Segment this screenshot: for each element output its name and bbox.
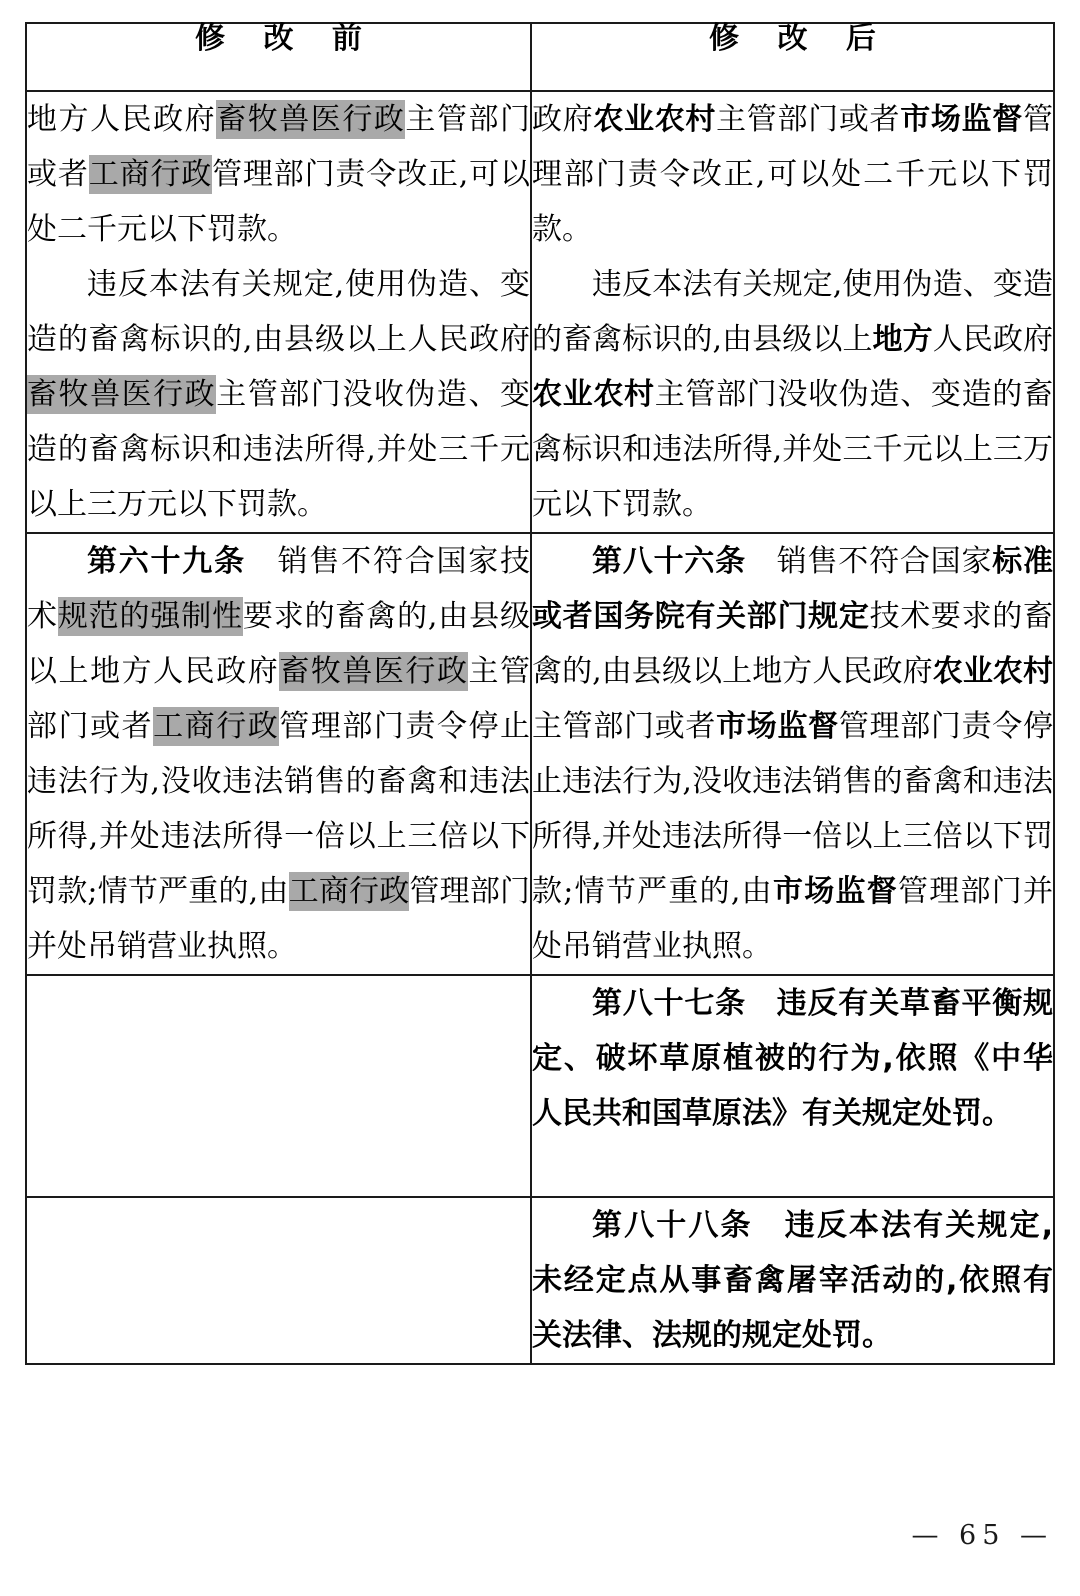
inserted-text-bold: 市场监督 [716, 709, 839, 744]
text-run: 主管部门或者 [27, 102, 531, 192]
table-row [26, 975, 1054, 1197]
cell-before [26, 975, 531, 1197]
table-row [26, 1197, 1054, 1364]
table-row [26, 533, 1054, 975]
header-label-before: 修 改 前 [195, 21, 376, 56]
paragraph [532, 92, 1053, 257]
text-run: 违反本法有关规定,使用伪造、变造的畜禽标识的,由县级以上人民政府 [27, 267, 530, 357]
cell-content [532, 92, 1053, 532]
inserted-text-bold: 市场监督 [772, 874, 898, 909]
text-run [246, 544, 278, 579]
cell-content [532, 534, 1053, 974]
text-run: 管理部门责令改正,可以处二千元以下罚款。 [27, 157, 531, 247]
inserted-text-bold: 标准或者国务院有关部门规定 [532, 544, 1054, 634]
article-number: 第八十七条 [592, 986, 746, 1021]
text-run [746, 544, 777, 579]
cell-content [27, 1198, 530, 1348]
text-run: 主管部门或者 [532, 709, 717, 744]
inserted-text-bold: 农业农村 [532, 377, 655, 412]
cell-after [531, 1197, 1054, 1364]
text-run: 地方人民政府 [27, 102, 217, 137]
cell-content [532, 1198, 1053, 1363]
text-run: 管理部门责令停止违法行为,没收违法销售的畜禽和违法所得,并处违法所得一倍以上三倍以下罚款;情节严重的,由 [532, 709, 1053, 909]
empty-cell-placeholder [27, 976, 530, 1196]
cell-before [26, 91, 531, 533]
cell-before [26, 533, 531, 975]
text-run: 人民政府 [932, 322, 1053, 357]
inserted-text-bold: 农业农村 [593, 102, 717, 137]
cell-content [27, 534, 530, 974]
inserted-text-bold: 农业农村 [932, 654, 1053, 689]
cell-content [27, 92, 530, 532]
inserted-text-bold: 地方 [872, 322, 933, 357]
paragraph [27, 534, 530, 974]
header-cell-before [26, 23, 531, 91]
text-run: 技术要求的畜禽的,由县级以上地方人民政府 [532, 599, 1053, 689]
text-run: 主管部门或者 [27, 654, 531, 744]
cell-after [531, 91, 1054, 533]
text-run: 销售不符合国家 [776, 544, 993, 579]
text-run: 违反有关草畜平衡规定、破坏草原植被的行为,依照《中华人民共和国草原法》有关规定处罚。 [532, 986, 1054, 1131]
paragraph [27, 92, 530, 257]
comparison-table [25, 22, 1055, 1365]
text-run: 违反本法有关规定,使用伪造、变造的畜禽标识的,由县级以上 [532, 267, 1053, 357]
text-run [746, 986, 777, 1021]
text-run: 主管部门或者 [716, 102, 901, 137]
table-body [26, 91, 1054, 1364]
article-number: 第八十八条 [592, 1208, 753, 1243]
deleted-text-highlight: 畜牧兽医行政 [216, 102, 406, 137]
text-run: 销售不符合国家技术 [27, 544, 531, 634]
deleted-text-highlight: 规范的强制性 [57, 599, 243, 634]
header-label-after: 修 改 后 [709, 21, 890, 56]
text-run [753, 1208, 785, 1243]
article-number: 第六十九条 [87, 544, 246, 579]
text-run: 管理部门并处吊销营业执照。 [27, 874, 531, 964]
empty-cell-placeholder [27, 1198, 530, 1348]
cell-after [531, 975, 1054, 1197]
deleted-text-highlight: 工商行政 [88, 157, 213, 192]
table-header [26, 23, 1054, 91]
cell-content [532, 976, 1053, 1141]
deleted-text-highlight: 工商行政 [153, 709, 280, 744]
table-row [26, 91, 1054, 533]
text-run: 政府 [532, 102, 594, 137]
text-run: 要求的畜禽的,由县级以上地方人民政府 [27, 599, 530, 689]
deleted-text-highlight: 工商行政 [288, 874, 410, 909]
page-footer: — 65 — [911, 1520, 1053, 1551]
text-run: 主管部门没收伪造、变造的畜禽标识和违法所得,并处三千元以上三万元以下罚款。 [532, 377, 1053, 522]
table-header-row [26, 23, 1054, 91]
cell-after [531, 533, 1054, 975]
deleted-text-highlight: 畜牧兽医行政 [279, 654, 469, 689]
text-run: 违反本法有关规定,未经定点从事畜禽屠宰活动的,依照有关法律、法规的规定处罚。 [532, 1208, 1054, 1353]
paragraph [532, 976, 1053, 1141]
text-run: 管理部门责令改正,可以处二千元以下罚款。 [532, 102, 1053, 247]
article-number: 第八十六条 [592, 544, 746, 579]
header-cell-after [531, 23, 1054, 91]
text-run: 管理部门并处吊销营业执照。 [532, 874, 1054, 964]
cell-content [27, 976, 530, 1196]
cell-before [26, 1197, 531, 1364]
deleted-text-highlight: 畜牧兽医行政 [27, 377, 217, 412]
inserted-text-bold: 市场监督 [900, 102, 1023, 137]
paragraph [27, 257, 530, 532]
text-run: 主管部门没收伪造、变造的畜禽标识和违法所得,并处三千元以上三万元以下罚款。 [27, 377, 531, 522]
paragraph [532, 1198, 1053, 1363]
paragraph [532, 534, 1053, 974]
paragraph [532, 257, 1053, 532]
text-run: 管理部门责令停止违法行为,没收违法销售的畜禽和违法所得,并处违法所得一倍以上三倍以下罚款;情节严重的,由 [27, 709, 531, 909]
